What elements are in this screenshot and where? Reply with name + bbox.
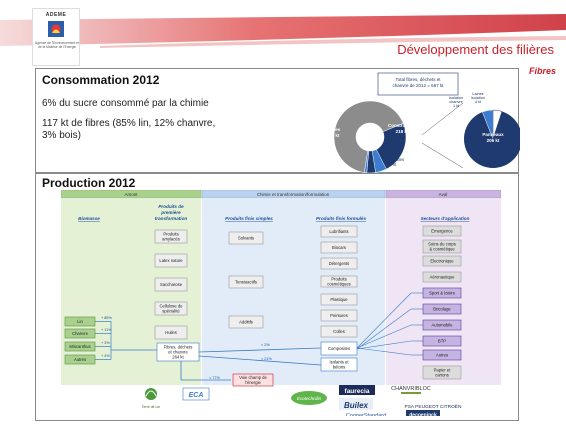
svg-text:decoeninck: decoeninck: [409, 412, 437, 416]
secteurs-9-text-1: cartons: [435, 372, 449, 378]
logo-subtitle: Agence de l'Environnement et de la Maîtrise de l'Energie: [35, 41, 79, 49]
secteurs-2-text-0: Electronique: [430, 258, 454, 264]
energie-box-text-0: Voie champ de: [239, 375, 267, 380]
formules-3-text-1: cosmétiques: [327, 281, 351, 287]
svg-text:faurecia: faurecia: [344, 388, 370, 395]
logo-eca: [183, 388, 209, 400]
premiere-3-text-1: spécialité: [162, 308, 180, 314]
premiere-4-text-0: Huiles: [165, 330, 177, 335]
flow-pct-2: < 77%: [209, 376, 220, 380]
biomasse-pct-1: + 11%: [101, 328, 112, 332]
energie-box-text-1: l'énergie: [245, 380, 261, 385]
secteurs-6-text-0: Automobile: [431, 322, 453, 328]
secteurs-8-text-0: Autres: [435, 352, 449, 358]
formules-5-text-0: Peintures: [330, 313, 348, 318]
ademe-logo: [32, 8, 80, 66]
seg-label-construction-2: 218 kt: [395, 129, 409, 134]
secteurs-3-text-0: Aéronautique: [429, 274, 455, 280]
svg-text:Builex: Builex: [343, 401, 369, 410]
svg-text:Ecotechnilin: Ecotechnilin: [296, 396, 322, 401]
fibre-donut-chart: [298, 71, 520, 173]
fibres-box-text-1: et chanvre: [168, 349, 188, 355]
chart-header-line-1: Total fibres, déchets et: [395, 77, 441, 82]
page-subtitle: Fibres: [528, 66, 556, 76]
fibres-box-text-2: 264 kt: [172, 354, 184, 360]
secteurs-1-text-1: & cosmétique: [429, 246, 455, 252]
simples-0-text-0: Solvants: [237, 235, 255, 241]
chimie-bg: [202, 199, 385, 385]
seg-label-autres-1: Autres: [325, 127, 341, 132]
secteurs-7-text-0: BTP: [437, 338, 447, 344]
production-panel: [35, 173, 519, 421]
formules-7-text-0: Composites: [327, 346, 351, 351]
logo-chanvribloc: [391, 386, 431, 394]
premiere-0-text-0: Produits: [163, 231, 179, 237]
biomasse-2-text-0: Miscanthus: [69, 344, 91, 349]
label-isolation-3: 1 kt: [452, 104, 460, 108]
seg-label-panneaux-1: Panneaux: [482, 132, 504, 137]
biomasse-pct-2: + 3%: [101, 341, 110, 345]
sugar-line: 6% du sucre consommé par la chimie: [42, 98, 209, 109]
logo-deceuninck: [406, 410, 440, 416]
consumption-title: Consommation 2012: [42, 73, 160, 87]
col-biomasse: Biomasse: [78, 216, 100, 221]
seg-label-composites-2: 7 kt: [389, 162, 397, 167]
formules-2-text-0: Détergents: [328, 261, 350, 266]
simples-1-text-0: Tensioactifs: [235, 279, 257, 285]
premiere-3-text-0: Cellulose de: [159, 303, 183, 309]
premiere-0-text-1: amylacés: [162, 236, 180, 242]
formules-4-text-0: Plastique: [330, 297, 348, 302]
donut-hole: [357, 124, 383, 150]
fibres-line-1: 117 kt de fibres (85% lin, 12% chanvre,: [42, 118, 216, 129]
col-premiere-2: première: [161, 210, 181, 215]
svg-text:CHANVRIBLOC: CHANVRIBLOC: [391, 386, 431, 392]
secteurs-1-text-0: Soins du corps: [428, 241, 456, 247]
biomasse-pct-3: + 4%: [101, 354, 110, 358]
formules-8-text-1: bétons: [332, 364, 346, 370]
production-title: Production 2012: [42, 176, 136, 190]
band-aval-label: Aval: [438, 192, 448, 197]
formules-0-text-0: Lubrifiants: [329, 229, 349, 234]
logo-psa: [405, 403, 462, 410]
ademe-emblem-icon: [48, 21, 64, 37]
value-chain-svg: [61, 190, 501, 416]
col-premiere-3: transformation: [154, 216, 188, 221]
secteurs-5-text-0: Bricolage: [433, 306, 451, 312]
col-simples: Produits finis simples: [225, 216, 273, 221]
band-chimie-label: Chimie et transformation/formulation: [256, 192, 330, 197]
donut-svg: [298, 71, 520, 173]
premiere-1-text-0: Latex nature: [159, 258, 183, 263]
chart-header-line-2: chanvre de 2012 = 667 kt: [392, 83, 444, 88]
label-laines-1: Laines: [472, 92, 484, 96]
biomasse-pct-0: + 85%: [101, 316, 112, 320]
logo-ecotechnilin: [291, 391, 327, 405]
label-laines-2: isolation: [471, 96, 485, 100]
zoom-line-bottom: [422, 143, 463, 168]
logo-cooper: [346, 413, 386, 416]
logo-word: ADEME: [45, 12, 67, 18]
premiere-2-text-0: Saccharose: [159, 282, 183, 287]
svg-text:CooperStandard: CooperStandard: [345, 413, 387, 416]
band-amont-label: Amont: [124, 192, 138, 197]
partner-logos: [142, 385, 462, 416]
label-isolation-1: Isolation: [448, 96, 464, 100]
biomasse-3-text-0: Autres: [73, 357, 87, 362]
fibres-line-2: 3% bois): [42, 130, 81, 141]
col-premiere-1: Produits de: [158, 204, 184, 209]
fibres-box-text-0: Fibres, déchets: [163, 344, 193, 350]
col-formules: Produits finis formulés: [315, 216, 367, 221]
secteurs-4-text-0: Sport & loisirs: [429, 290, 455, 296]
simples-2-text-0: Additifs: [239, 319, 253, 325]
logo-faurecia: [339, 385, 375, 395]
label-laines-3: 4 kt: [474, 100, 482, 104]
svg-text:PSA PEUGEOT CITROËN: PSA PEUGEOT CITROËN: [404, 405, 462, 410]
secteurs-0-text-0: Emergence: [431, 228, 453, 234]
formules-8-text-0: Isolants et: [329, 359, 349, 365]
formules-3-text-0: Produits: [331, 276, 347, 282]
biomasse-1-text-0: Chanvre: [72, 331, 88, 336]
col-secteurs: Secteurs d'application: [420, 216, 470, 221]
flow-pct-1: < 21%: [261, 357, 272, 361]
biomasse-0-text-0: Lin: [77, 319, 83, 324]
secteurs-9-text-0: Papier et: [433, 367, 451, 373]
page-title: Développement des filières: [397, 42, 554, 57]
formules-6-text-0: Colles: [333, 329, 345, 334]
svg-text:ECA: ECA: [188, 392, 204, 399]
logo-builex: [339, 398, 373, 410]
seg-label-composites-1: Composites: [381, 157, 405, 162]
formules-1-text-0: Biocars: [332, 245, 346, 250]
seg-label-construction-1: Construction: [388, 123, 416, 128]
svg-text:Terre de Lin: Terre de Lin: [141, 405, 161, 409]
consumption-panel: [35, 68, 519, 173]
seg-label-panneaux-2: 206 kt: [486, 138, 500, 143]
flow-pct-0: < 2%: [261, 343, 270, 347]
value-chain-diagram: [61, 190, 501, 416]
label-isolation-2: chanvre: [449, 100, 463, 104]
seg-label-autres-2: 443 kt: [326, 133, 340, 138]
logo-terre-de-lin: [142, 388, 161, 409]
